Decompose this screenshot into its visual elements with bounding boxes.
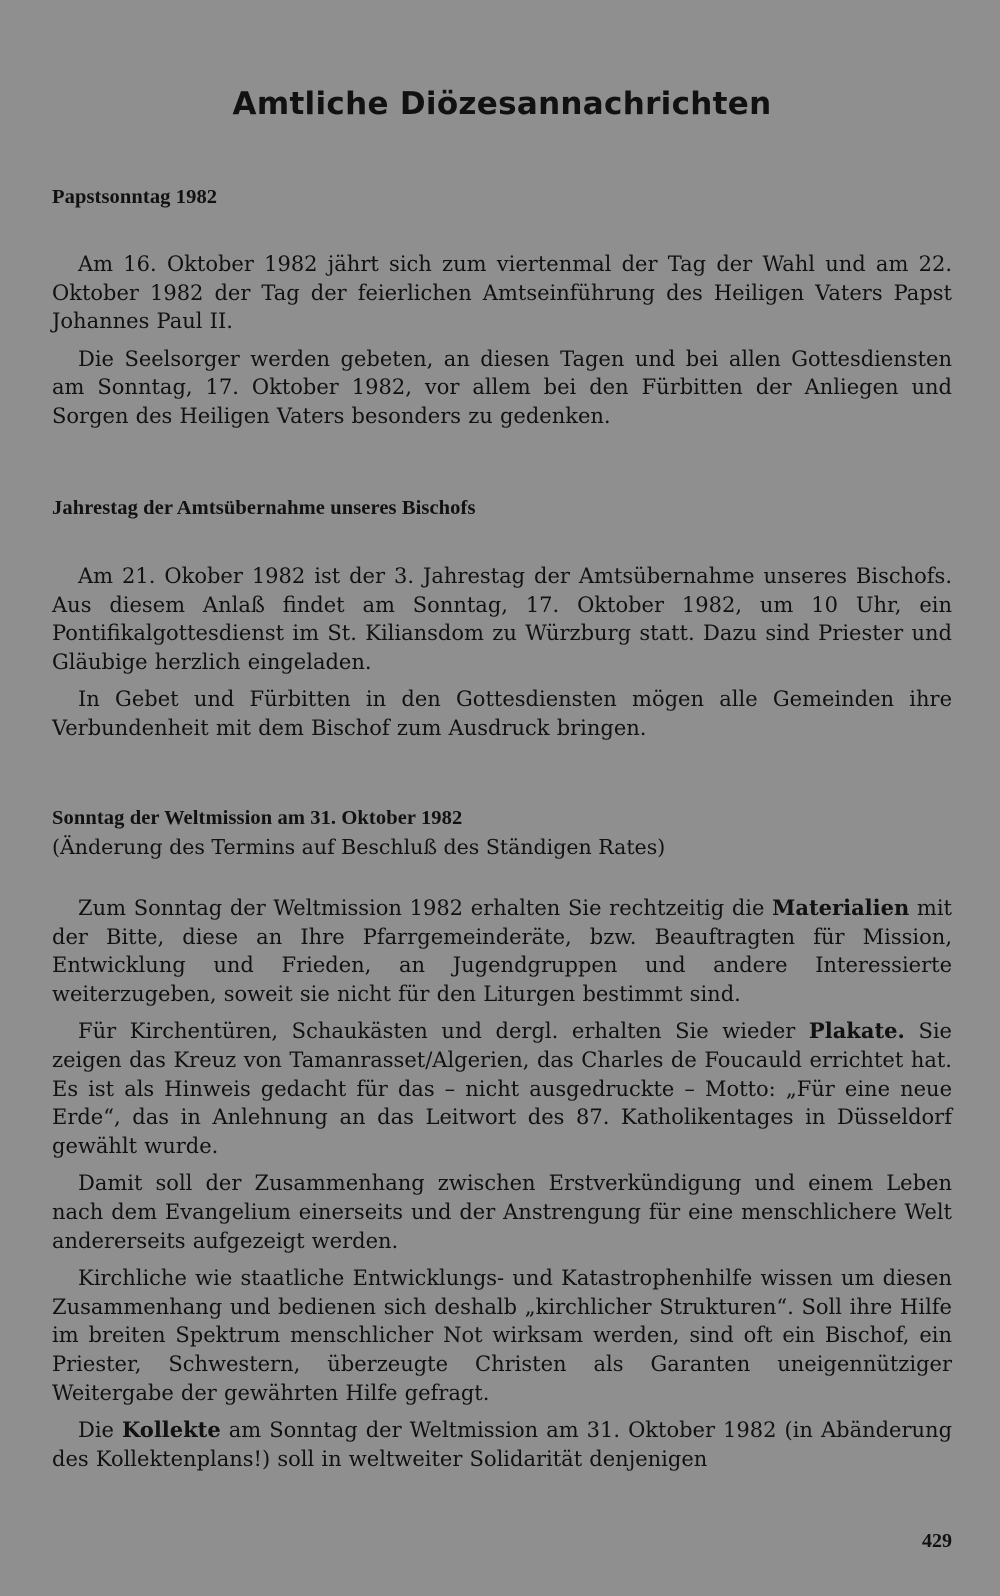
emphasis-kollekte: Kollekte	[122, 1417, 221, 1443]
section-subtitle: (Änderung des Termins auf Beschluß des Ständigen Rates)	[52, 835, 666, 859]
page-title: Amtliche Diözesannachrichten	[232, 86, 772, 122]
section-heading: Sonntag der Weltmission am 31. Oktober 1982	[52, 807, 463, 829]
emphasis-materialien: Materialien	[772, 895, 910, 920]
section-weltmission	[52, 804, 952, 1473]
paragraph: Am 16. Oktober 1982 jährt sich zum viertenmal der Tag der Wahl und am 22. Oktober 1982 der Tag der feierlichen Amtseinführung des Heiligen Vaters Papst Johannes Paul II.	[52, 252, 952, 334]
section-jahrestag	[52, 494, 952, 743]
paragraph: Damit soll der Zusammenhang zwischen Erstverkündigung und einem Leben nach dem Evangelium einerseits und der Anstrengung für eine menschlichere Welt andererseits aufgezeigt werden.	[52, 1171, 952, 1253]
paragraph: In Gebet und Fürbitten in den Gottesdiensten mögen alle Gemeinden ihre Verbundenheit mit dem Bischof zum Ausdruck bringen.	[52, 687, 952, 740]
paragraph: Die Seelsorger werden gebeten, an diesen Tagen und bei allen Gottesdiensten am Sonntag, 17. Oktober 1982, vor allem bei den Fürbitten der Anliegen und Sorgen des Heiligen Vaters besonders zu gedenken.	[52, 346, 952, 428]
paragraph: Am 21. Okober 1982 ist der 3. Jahrestag der Amtsübernahme unseres Bischofs. Aus diesem Anlaß findet am Sonntag, 17. Oktober 1982, um 10 Uhr, ein Pontifikalgottesdienst im St. Kiliansdom zu Würzburg statt. Dazu sind Priester und Gläubige herzlich eingeladen.	[52, 564, 952, 674]
paragraph: Für Kirchentüren, Schaukästen und dergl. erhalten Sie wieder Plakate. Sie zeigen das Kreuz von Tamanrasset/Algerien, das Charles de Foucauld errichtet hat. Es ist als Hinweis gedacht für das – nicht ausgedruckte – Motto: „Für eine neue Erde“, das in Anlehnung an das Leitwort des 87. Katholikentages in Düsseldorf gewählt wurde.	[52, 1018, 952, 1158]
page-number: 429	[922, 1530, 952, 1552]
paragraph: Kirchliche wie staatliche Entwicklungs- und Katastrophenhilfe wissen um diesen Zusammenhang und bedienen sich deshalb „kirchlicher Strukturen“. Soll ihre Hilfe im breiten Spektrum menschlicher Not wirksam werden, sind oft ein Bischof, ein Priester, Schwestern, überzeugte Christen als Garanten uneigennütziger Weitergabe der gewährten Hilfe gefragt.	[52, 1266, 952, 1405]
emphasis-plakate: Plakate.	[808, 1018, 905, 1044]
section-heading: Papstsonntag 1982	[52, 186, 218, 208]
paragraph: Zum Sonntag der Weltmission 1982 erhalten Sie rechtzeitig die Materialien mit der Bitte, diese an Ihre Pfarrgemeinderäte, bzw. Beauftragten für Mission, Entwicklung und Frieden, an Jugendgruppen und andere Interessierte weiterzugeben, soweit sie nicht für den Liturgen bestimmt sind.	[52, 895, 952, 1006]
section-heading: Jahrestag der Amtsübernahme unseres Bischofs	[52, 497, 476, 519]
paragraph: Die Kollekte am Sonntag der Weltmission am 31. Oktober 1982 (in Abänderung des Kollektenplans!) soll in weltweiter Solidarität denjenigen	[52, 1417, 953, 1471]
section-papstsonntag	[52, 183, 952, 431]
